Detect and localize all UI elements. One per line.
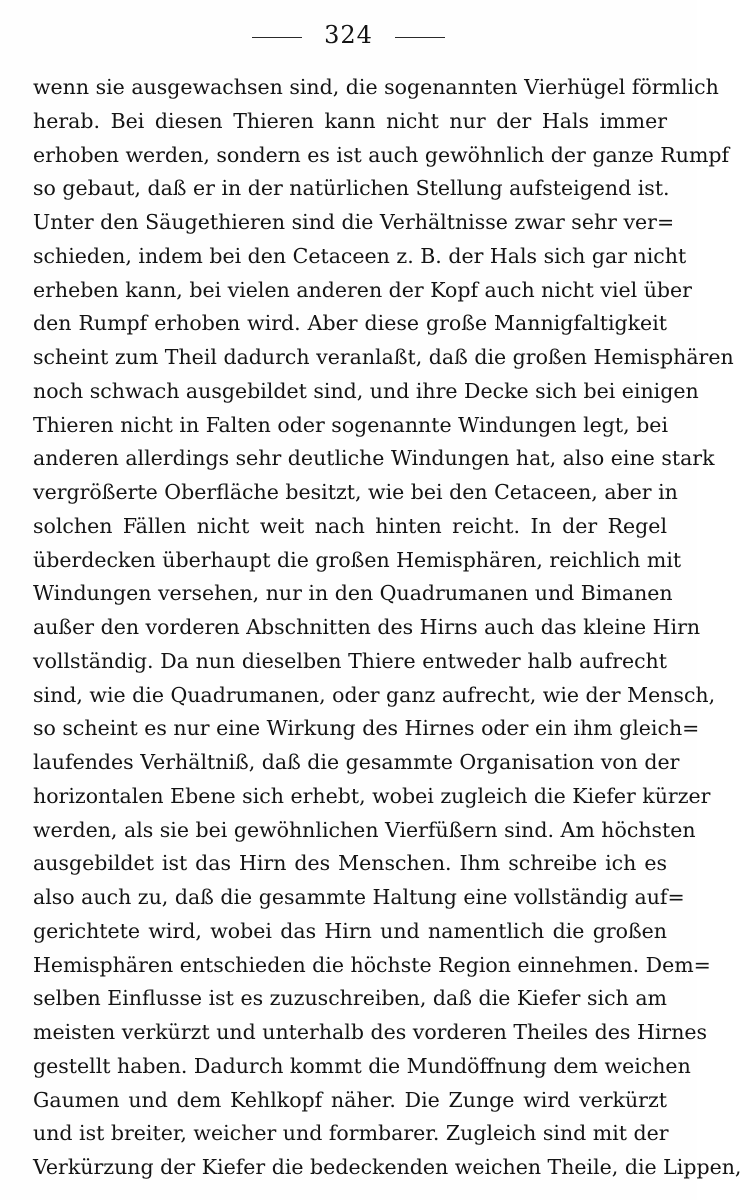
header-rule-right: [395, 37, 445, 38]
text-line: schieden, indem bei den Cetaceen z. B. der Hals sich gar nicht: [33, 243, 687, 268]
body-text: [33, 71, 741, 1195]
text-line: herab. Bei diesen Thieren kann nicht nur der Hals immer: [33, 108, 667, 133]
text-line: meisten verkürzt und unterhalb des vorderen Theiles des Hirnes: [33, 1020, 708, 1044]
text-line: und ist breiter, weicher und formbarer. Zugleich sind mit der: [33, 1121, 669, 1146]
text-line: Windungen versehen, nur in den Quadrumanen und Bimanen: [33, 581, 673, 606]
text-line: Thieren nicht in Falten oder sogenannte Windungen legt, bei: [33, 412, 668, 437]
text-line: gestellt haben. Dadurch kommt die Mundöffnung dem weichen: [33, 1053, 691, 1078]
page-header: [0, 20, 697, 50]
text-line: außer den vorderen Abschnitten des Hirns auch das kleine Hirn: [33, 615, 701, 639]
text-line: noch schwach ausgebildet sind, und ihre Decke sich bei einigen: [33, 378, 699, 403]
text-line: scheint zum Theil dadurch veranlaßt, daß die großen Hemisphären: [33, 345, 734, 369]
text-line: horizontalen Ebene sich erhebt, wobei zugleich die Kiefer kürzer: [33, 783, 711, 808]
text-line: so gebaut, daß er in der natürlichen Stellung aufsteigend ist.: [33, 176, 670, 201]
text-line: werden, als sie bei gewöhnlichen Vierfüßern sind. Am höchsten: [33, 817, 696, 842]
text-line: solchen Fällen nicht weit nach hinten reicht. In der Regel: [33, 513, 667, 538]
text-line: so scheint es nur eine Wirkung des Hirnes oder ein ihm gleich=: [33, 716, 700, 741]
text-line: überdecken überhaupt die großen Hemisphären, reichlich mit: [33, 547, 682, 572]
page-number: 324: [324, 21, 373, 49]
text-line: laufendes Verhältniß, daß die gesammte Organisation von der: [33, 750, 680, 774]
text-line: erhoben werden, sondern es ist auch gewöhnlich der ganze Rumpf: [33, 142, 730, 167]
text-line: Gaumen und dem Kehlkopf näher. Die Zunge wird verkürzt: [33, 1087, 667, 1112]
text-line: Verkürzung der Kiefer die bedeckenden weichen Theile, die Lippen,: [33, 1155, 741, 1179]
text-line: Unter den Säugethieren sind die Verhältnisse zwar sehr ver=: [33, 210, 675, 234]
text-line: selben Einflusse ist es zuzuschreiben, daß die Kiefer sich am: [33, 986, 667, 1011]
text-line: anderen allerdings sehr deutliche Windungen hat, also eine stark: [33, 446, 715, 471]
text-line: sind, wie die Quadrumanen, oder ganz aufrecht, wie der Mensch,: [33, 682, 716, 707]
text-line: vollständig. Da nun dieselben Thiere entweder halb aufrecht: [33, 648, 667, 673]
text-line: Hemisphären entschieden die höchste Region einnehmen. Dem=: [33, 952, 711, 977]
text-line: vergrößerte Oberfläche besitzt, wie bei den Cetaceen, aber in: [33, 480, 678, 504]
text-line: wenn sie ausgewachsen sind, die sogenannten Vierhügel förmlich: [33, 75, 719, 99]
text-line: erheben kann, bei vielen anderen der Kopf auch nicht viel über: [33, 277, 692, 302]
text-line: den Rumpf erhoben wird. Aber diese große Mannigfaltigkeit: [33, 311, 667, 336]
text-line: gerichtete wird, wobei das Hirn und namentlich die großen: [33, 918, 667, 943]
text-line: ausgebildet ist das Hirn des Menschen. Ihm schreibe ich es: [33, 851, 667, 876]
header-rule-left: [252, 37, 302, 38]
text-line: also auch zu, daß die gesammte Haltung eine vollständig auf=: [33, 885, 685, 909]
